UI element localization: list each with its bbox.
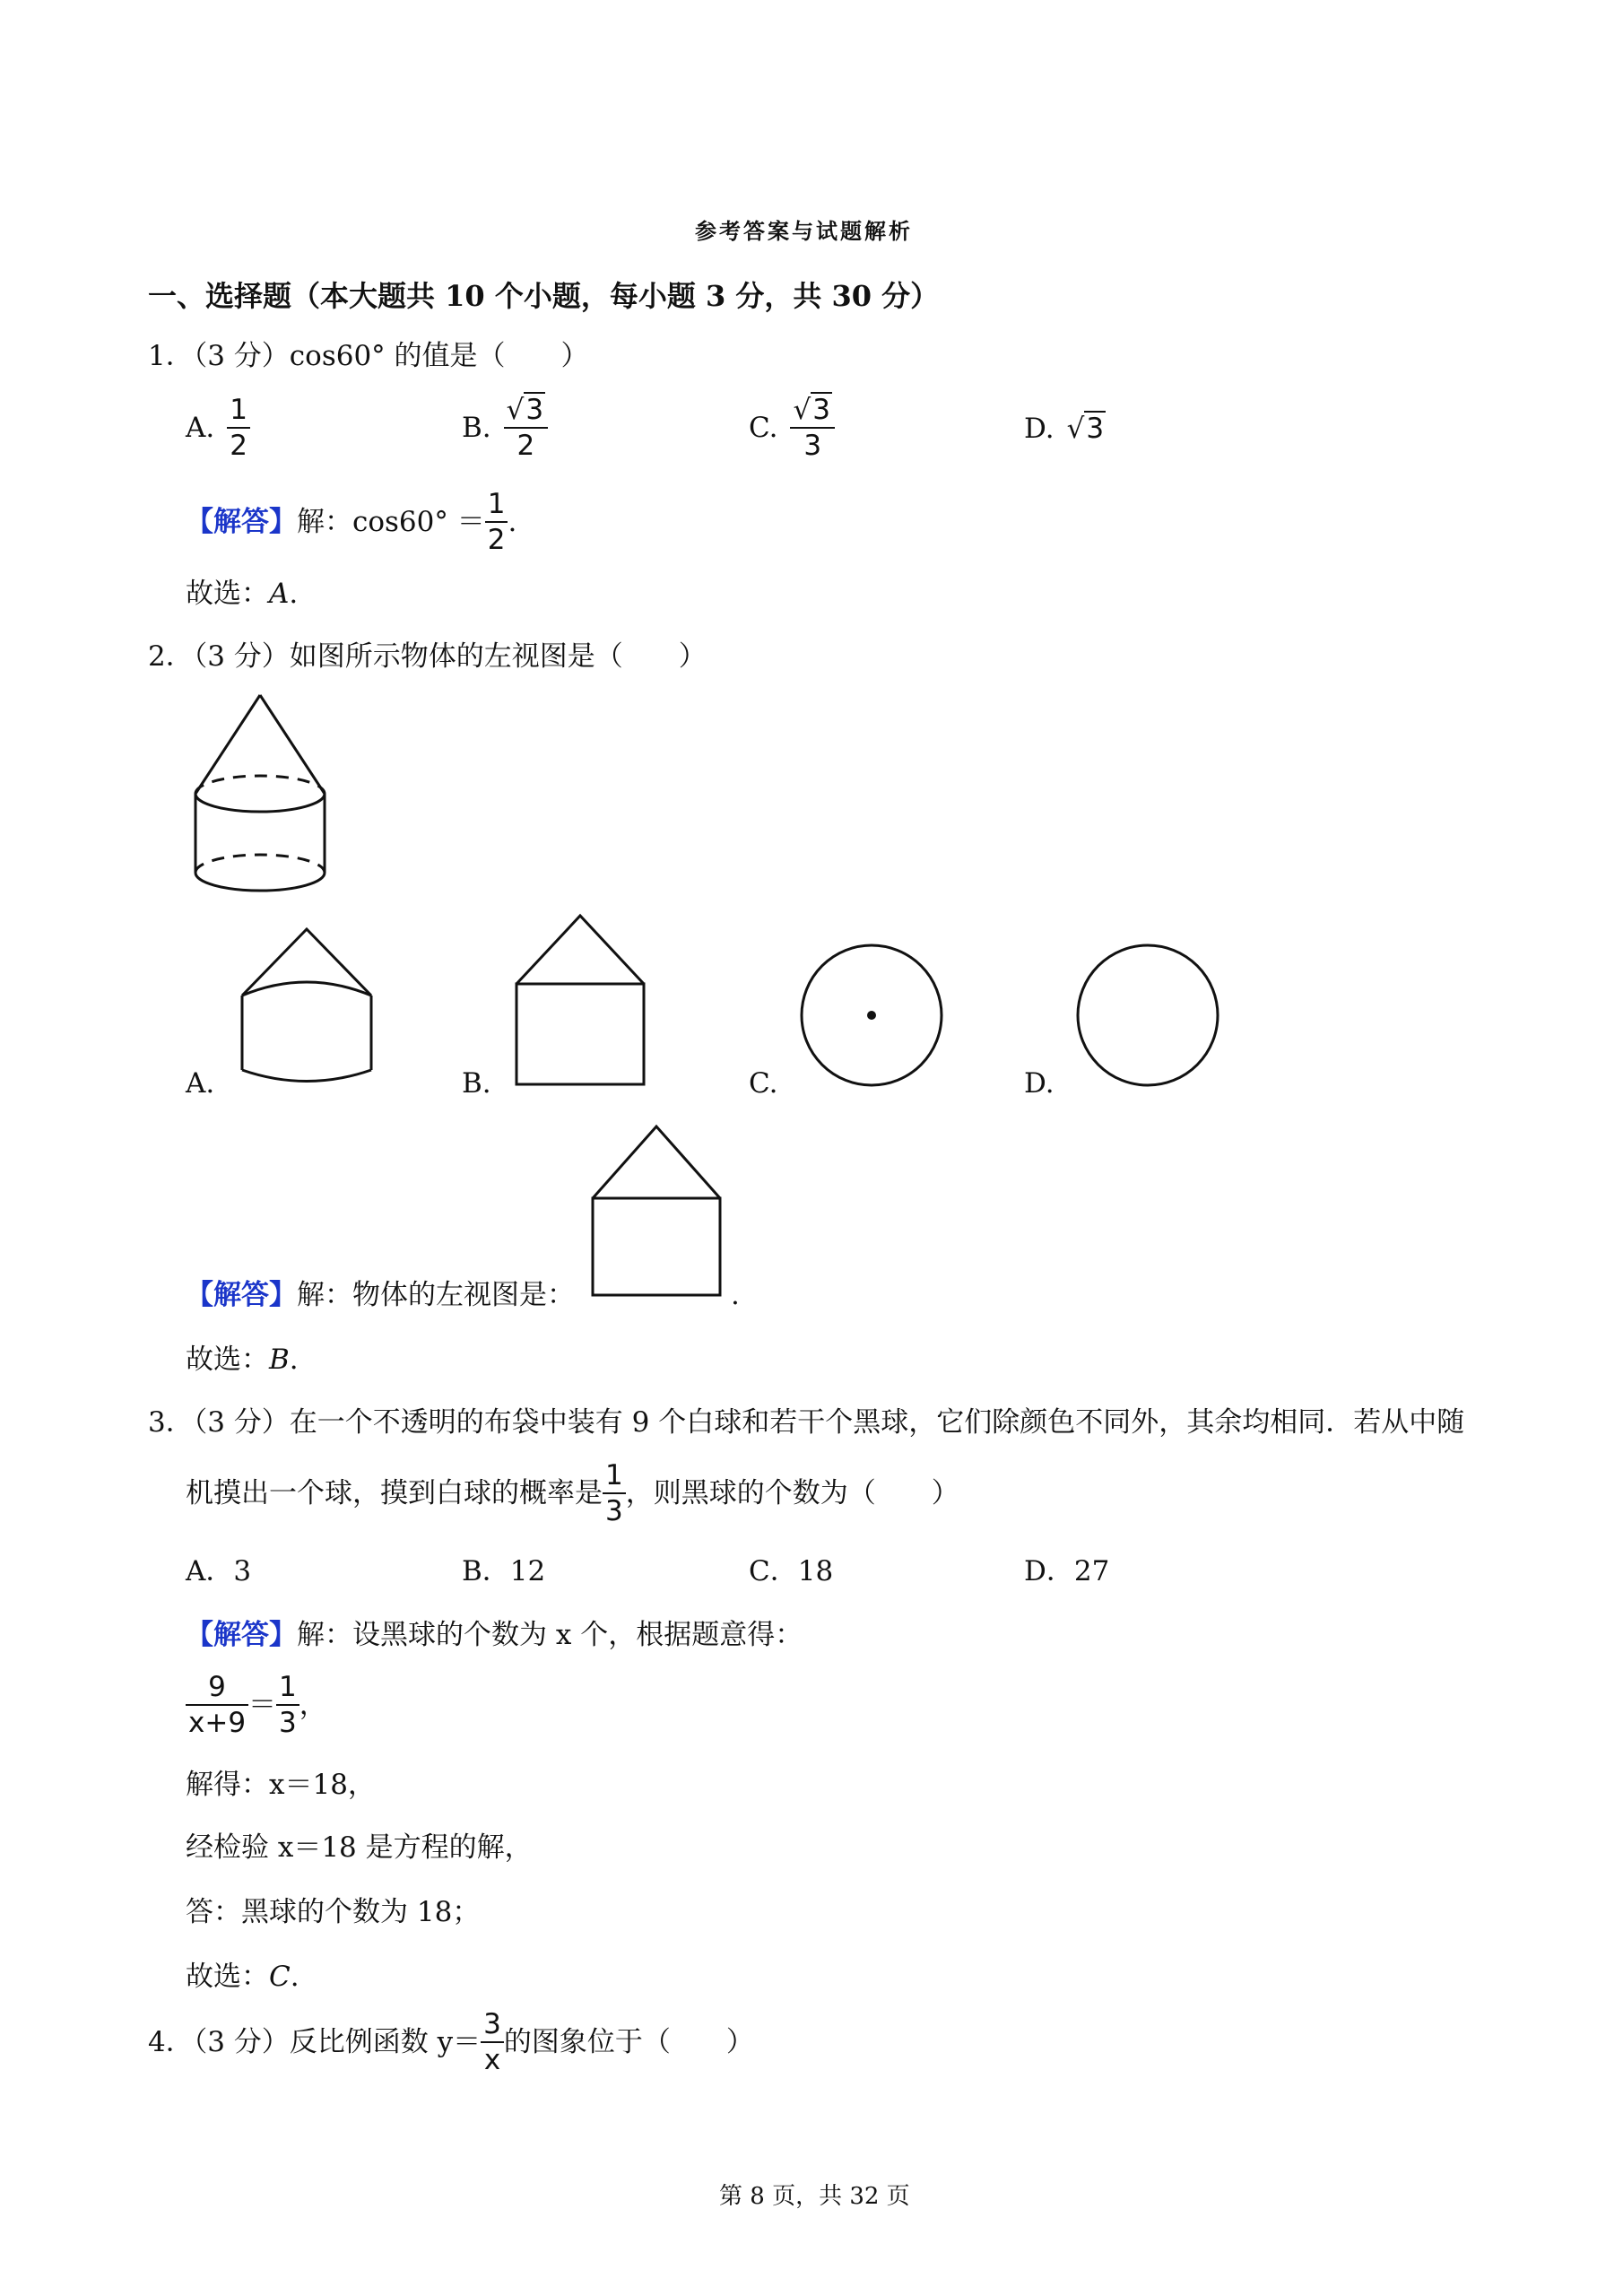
- q1-option-a: [186, 395, 250, 461]
- q1-solution-text: 解：cos60° ＝: [297, 506, 485, 538]
- q1-option-c-label: C.: [749, 412, 778, 444]
- q4-stem: [148, 2009, 754, 2075]
- q1-option-a-den: 2: [230, 430, 247, 462]
- page-header: 参考答案与试题解析: [695, 218, 913, 244]
- q3-answer-letter: C: [269, 1961, 291, 1993]
- q2-option-a-label: A.: [186, 1067, 215, 1100]
- q1-solution-tag: 【解答】: [186, 506, 297, 538]
- q3-option-d: D．27: [1024, 1555, 1110, 1587]
- q1-option-b-fraction: [504, 395, 549, 461]
- q3-eq-mid: ＝: [248, 1689, 277, 1721]
- q2-stem: 2．（3 分）如图所示物体的左视图是（ ）: [148, 640, 707, 673]
- q1-solution-num: 1: [487, 488, 506, 520]
- q1-option-c-den: 3: [803, 430, 822, 462]
- q1-option-b-num: √3: [506, 394, 544, 426]
- q1-option-c: [749, 395, 835, 461]
- q3-step2: 经检验 x＝18 是方程的解，: [186, 1831, 533, 1864]
- q3-stem-den: 3: [605, 1495, 623, 1527]
- fraction-bar: [504, 427, 549, 429]
- q1-option-c-num: √3: [793, 394, 830, 426]
- q2-option-d-figure: [1074, 942, 1222, 1090]
- fraction-bar: [227, 427, 250, 429]
- fraction-bar: [790, 427, 835, 429]
- q3-solution-tag: 【解答】: [186, 1619, 297, 1651]
- fraction-bar: [485, 521, 508, 523]
- q2-answer-letter: B: [269, 1344, 290, 1376]
- q1-option-c-radicand: 3: [812, 394, 830, 426]
- q3-stem-line2a: 机摸出一个球，摸到白球的概率是: [186, 1477, 603, 1509]
- q3-eq-left-den: x+9: [188, 1707, 247, 1739]
- q3-option-c: C．18: [749, 1555, 834, 1587]
- q1-option-d: [1024, 411, 1106, 447]
- q3-stem-line1: 3．（3 分）在一个不透明的布袋中装有 9 个白球和若干个黑球，它们除颜色不同外，其余均相同．若从中随: [148, 1406, 1465, 1439]
- q2-answer-text: 故选：: [186, 1344, 269, 1376]
- q4-stem-fraction: [481, 2009, 504, 2075]
- q2-option-d-label: D.: [1024, 1067, 1055, 1100]
- q2-object-figure: [179, 686, 341, 901]
- q4-stem-b: 的图象位于（ ）: [503, 2026, 754, 2058]
- q3-solution-text: 解：设黑球的个数为 x 个，根据题意得：: [297, 1619, 803, 1651]
- q2-answer-end: .: [289, 1344, 299, 1376]
- q1-option-b: [462, 395, 548, 461]
- fraction-bar: [276, 1704, 299, 1706]
- q1-answer-text: 故选：: [186, 578, 269, 610]
- q1-option-a-num: 1: [230, 394, 247, 426]
- q1-answer-letter: A: [269, 578, 290, 610]
- q1-option-d-label: D.: [1024, 413, 1055, 445]
- q3-answer-text: 故选：: [186, 1961, 269, 1993]
- q2-option-b-label: B.: [462, 1067, 491, 1100]
- q1-option-c-fraction: [790, 395, 835, 461]
- q2-solution-tag: 【解答】: [186, 1279, 297, 1311]
- q3-eq-right-den: 3: [279, 1707, 297, 1739]
- q1-option-a-label: A.: [186, 412, 215, 444]
- q1-option-b-label: B.: [462, 412, 491, 444]
- q3-stem-num: 1: [605, 1459, 623, 1492]
- q1-solution-end: .: [508, 506, 517, 538]
- q3-stem-line2: [186, 1460, 959, 1526]
- fraction-bar: [481, 2041, 504, 2043]
- q2-option-c-label: C.: [749, 1067, 778, 1100]
- q2-option-c-figure: [798, 942, 946, 1090]
- q3-option-a: A．3: [186, 1555, 252, 1587]
- q3-eq-right-num: 1: [279, 1671, 297, 1703]
- q3-solution: [186, 1617, 803, 1653]
- q1-option-d-sqrt: √3: [1066, 413, 1105, 445]
- q2-solution: [186, 1277, 575, 1313]
- q3-option-b: B．12: [462, 1555, 546, 1587]
- q3-answer: [186, 1959, 299, 1995]
- fraction-bar: [603, 1492, 626, 1494]
- q1-stem: 1．（3 分）cos60° 的值是（ ）: [148, 340, 589, 372]
- q3-eq-left-num: 9: [208, 1671, 226, 1703]
- q1-option-b-radicand: 3: [525, 394, 544, 426]
- q2-answer: [186, 1342, 299, 1378]
- q3-step3: 答：黑球的个数为 18；: [186, 1896, 481, 1928]
- q3-stem-fraction: [603, 1460, 626, 1526]
- q1-solution-fraction: [485, 489, 508, 555]
- q2-solution-text: 解：物体的左视图是：: [297, 1279, 575, 1311]
- q1-solution-den: 2: [487, 524, 506, 556]
- q4-stem-num: 3: [483, 2008, 501, 2040]
- q3-eq-left-fraction: [186, 1672, 248, 1738]
- q4-stem-a: 4．（3 分）反比例函数 y＝: [148, 2026, 482, 2058]
- q1-option-d-radicand: 3: [1086, 413, 1105, 445]
- page-footer: 第 8 页，共 32 页: [719, 2183, 910, 2210]
- q1-option-a-fraction: [227, 395, 250, 461]
- q3-answer-end: .: [290, 1961, 299, 1993]
- q3-eq-right-fraction: [276, 1672, 299, 1738]
- q3-step1: 解得：x＝18，: [186, 1769, 376, 1801]
- q1-solution: [186, 489, 516, 555]
- q3-equation: [186, 1672, 327, 1738]
- q2-solution-figure: [587, 1121, 726, 1300]
- q4-stem-den: x: [483, 2044, 501, 2076]
- fraction-bar: [186, 1704, 248, 1706]
- section-title: 一、选择题（本大题共 10 个小题，每小题 3 分，共 30 分）: [148, 279, 940, 313]
- q1-answer-end: .: [289, 578, 299, 610]
- q3-eq-end: ，: [299, 1689, 327, 1721]
- q3-stem-line2b: ，则黑球的个数为（ ）: [625, 1477, 959, 1509]
- q2-option-a-figure: [235, 922, 378, 1092]
- q2-solution-end: .: [731, 1279, 740, 1311]
- q1-option-b-den: 2: [516, 430, 535, 462]
- q2-option-b-figure: [511, 910, 650, 1090]
- q1-answer: [186, 576, 298, 612]
